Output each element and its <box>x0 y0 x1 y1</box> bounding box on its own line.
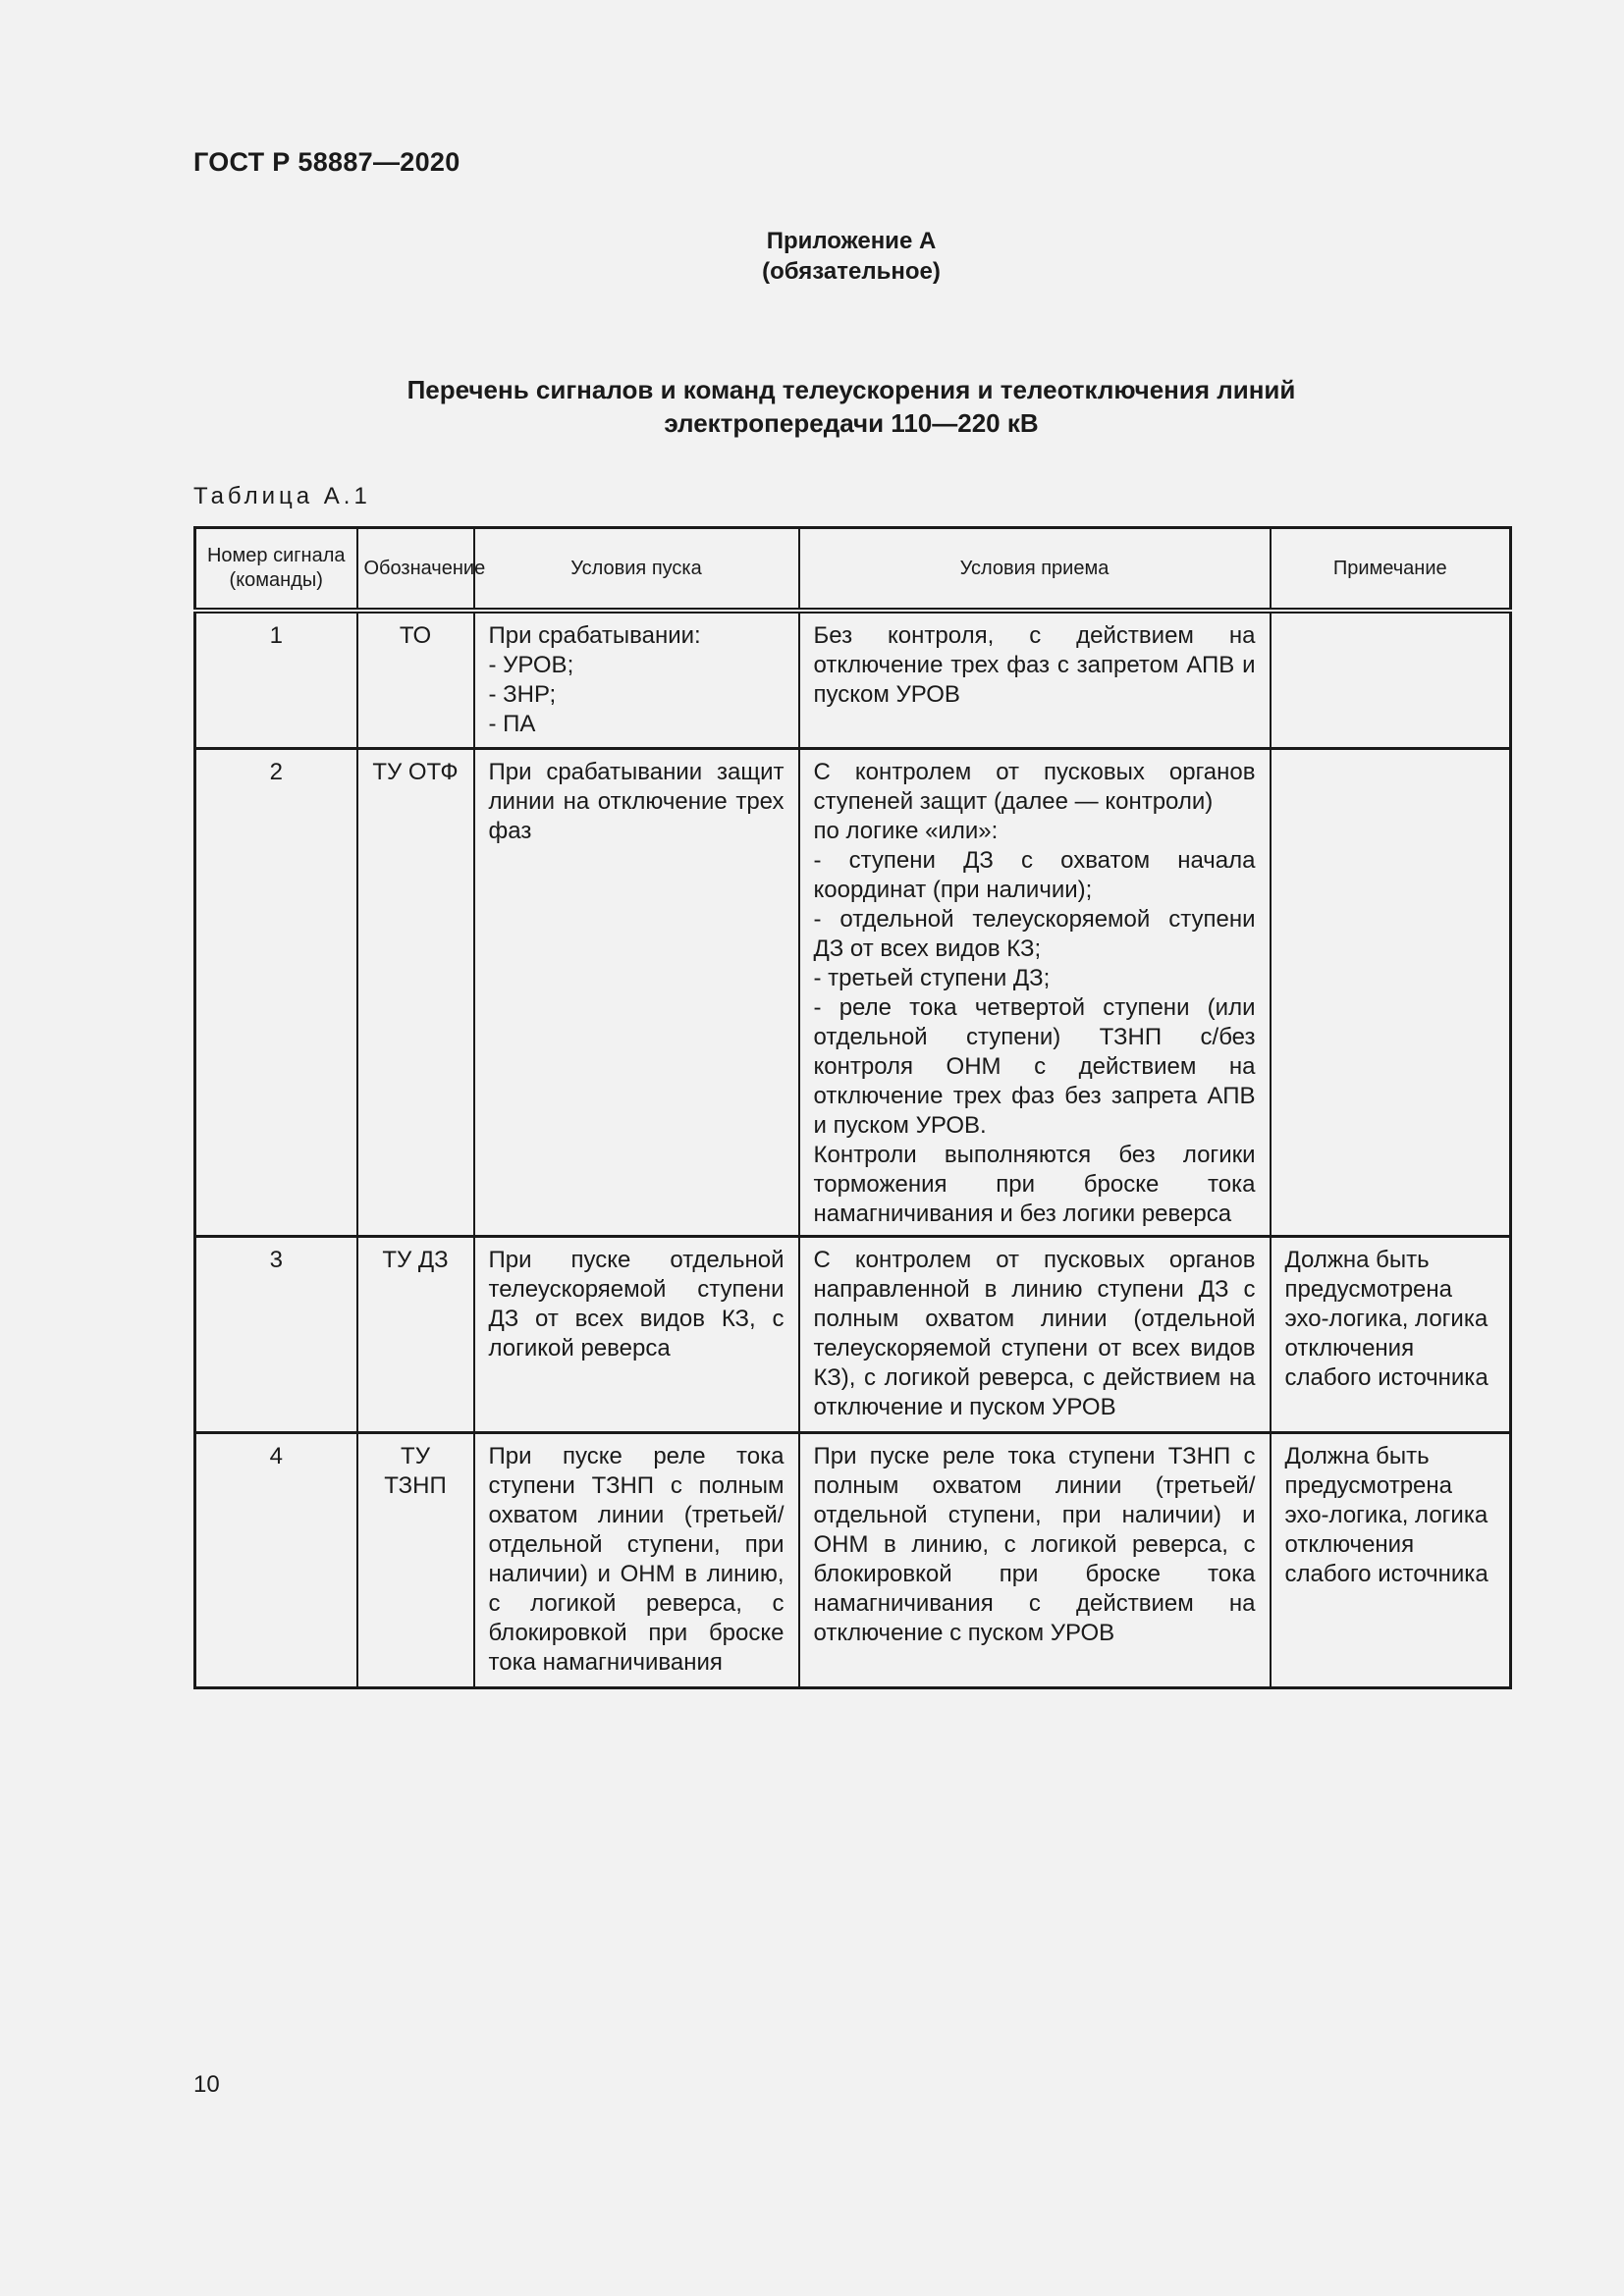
receive-line: С контролем от пусковых органов ступеней защит (далее — контроли) <box>813 758 1256 815</box>
section-title-line-1: Перечень сигналов и команд телеускорения и телеотключения линий <box>406 375 1296 404</box>
table-header-row <box>195 528 1511 612</box>
cell-start-conditions <box>474 1432 799 1687</box>
start-line: При срабатывании: <box>488 622 701 649</box>
appendix-title: Приложение А <box>766 228 937 254</box>
cell-receive-conditions: При пуске реле тока ступени ТЗНП с полным охватом линии (третьей/отдельной ступени, при наличии) и ОНМ в линию, с логикой реверса, с блокировкой при броске тока намагничивания с действием на отключение с пуском УРОВ <box>799 1432 1271 1687</box>
table-row <box>195 611 1511 748</box>
cell-start-conditions <box>474 748 799 1236</box>
receive-line: - ступени ДЗ с охватом начала координат (при наличии); <box>813 846 1256 903</box>
cell-note: Должна быть предусмотрена эхо-логика, логика отключения слабого источника <box>1271 1236 1511 1432</box>
cell-receive-conditions: Без контроля, с действием на отключение трех фаз с запретом АПВ и пуском УРОВ <box>799 611 1271 748</box>
table-caption: Таблица А.1 <box>193 483 371 509</box>
cell-start-conditions <box>474 611 799 748</box>
cell-note <box>1271 748 1511 1236</box>
column-header-code: Обозначение <box>357 528 474 612</box>
table-row <box>195 748 1511 1236</box>
table-row <box>195 1236 1511 1432</box>
cell-receive-conditions: С контролем от пусковых органов направленной в линию ступени ДЗ с полным охватом линии (отдельной телеускоряемой ступени от всех видов КЗ), с логикой реверса, с действием на отключение и пуском УРОВ <box>799 1236 1271 1432</box>
cell-code: ТО <box>357 611 474 748</box>
cell-note <box>1271 611 1511 748</box>
appendix-status: (обязательное) <box>762 258 941 285</box>
receive-line: Контроли выполняются без логики торможения при броске тока намагничивания и без логики реверса <box>813 1141 1256 1227</box>
cell-start-conditions <box>474 1236 799 1432</box>
cell-code: ТУ ДЗ <box>357 1236 474 1432</box>
receive-line: - реле тока четвертой ступени (или отдельной ступени) ТЗНП с/без контроля ОНМ с действием на отключение трех фаз без запрета АПВ и пуском УРОВ. <box>813 993 1256 1139</box>
appendix-heading <box>193 226 1509 287</box>
start-line: - УРОВ; <box>488 652 574 678</box>
start-line: При пуске реле тока ступени ТЗНП с полным охватом линии (третьей/отдельной ступени, при наличии) и ОНМ в линию, с логикой реверса, с блокировкой при броске тока намагничивания <box>488 1442 785 1676</box>
cell-code: ТУ ТЗНП <box>357 1432 474 1687</box>
cell-number: 2 <box>195 748 357 1236</box>
column-header-start-conditions: Условия пуска <box>474 528 799 612</box>
receive-line: по логике «или»: <box>813 817 999 844</box>
column-header-note: Примечание <box>1271 528 1511 612</box>
receive-line: - отдельной телеускоряемой ступени ДЗ от всех видов КЗ; <box>813 905 1256 962</box>
page-number: 10 <box>193 2071 220 2098</box>
cell-number: 1 <box>195 611 357 748</box>
start-line: При срабатывании защит линии на отключение трех фаз <box>488 758 785 844</box>
column-header-receive-conditions: Условия приема <box>799 528 1271 612</box>
cell-number: 4 <box>195 1432 357 1687</box>
signals-table <box>193 526 1512 1689</box>
start-line: При пуске отдельной телеускоряемой ступени ДЗ от всех видов КЗ, с логикой реверса <box>488 1246 785 1362</box>
cell-receive-conditions <box>799 748 1271 1236</box>
receive-line: - третьей ступени ДЗ; <box>813 964 1051 991</box>
document-code: ГОСТ Р 58887—2020 <box>193 147 460 177</box>
column-header-number: Номер сигнала (команды) <box>195 528 357 612</box>
start-line: - ЗНР; <box>488 681 557 708</box>
start-line: - ПА <box>488 711 536 737</box>
cell-number: 3 <box>195 1236 357 1432</box>
table-row <box>195 1432 1511 1687</box>
cell-note: Должна быть предусмотрена эхо-логика, логика отключения слабого источника <box>1271 1432 1511 1687</box>
section-title <box>193 373 1509 440</box>
section-title-line-2: электропередачи 110—220 кВ <box>664 408 1039 438</box>
cell-code: ТУ ОТФ <box>357 748 474 1236</box>
